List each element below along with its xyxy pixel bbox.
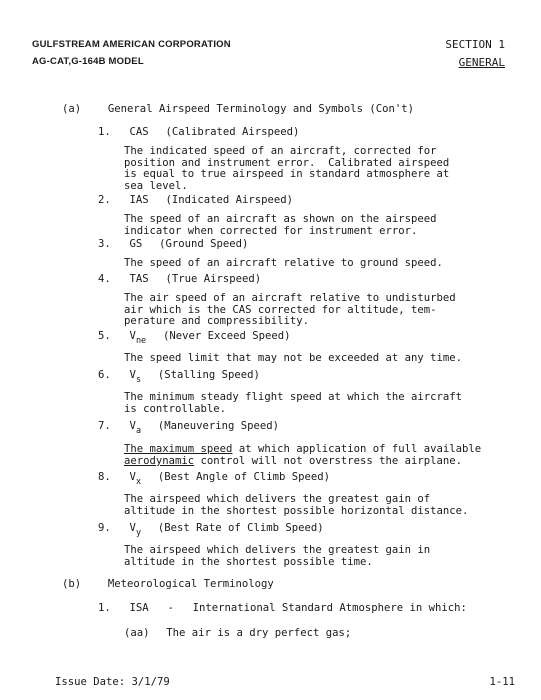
item-desc: (Maneuvering Speed) xyxy=(157,420,280,432)
section-title: GENERAL xyxy=(458,56,505,69)
item-subscript: a xyxy=(135,426,142,436)
company-name: GULFSTREAM AMERICAN CORPORATION xyxy=(32,39,231,50)
item-term: V xyxy=(129,420,136,432)
item-desc: (Best Rate of Climb Speed) xyxy=(157,522,324,534)
item-subscript: ne xyxy=(135,336,147,346)
item-desc: (Indicated Airspeed) xyxy=(165,194,294,206)
section-number: SECTION 1 xyxy=(445,38,505,51)
item-heading: 5. $V_{ne}$ (Never Exceed Speed) xyxy=(98,330,291,346)
item-body: The indicated speed of an aircraft, corrected for position and instrument error. Calibrated airspeed is equal to true airspeed in standard atmosphere at sea level. xyxy=(124,145,450,192)
section-a-title: General Airspeed Terminology and Symbols (Con't) xyxy=(107,103,415,115)
section-b-heading xyxy=(62,578,274,590)
item-desc: (Calibrated Airspeed) xyxy=(165,126,300,138)
isa-line: 1. ISA - International Standard Atmosphere in which: xyxy=(98,602,467,614)
item-body-line: The maximum speed at which application of full available xyxy=(124,443,482,455)
item-term: CAS xyxy=(129,126,149,138)
item-term: TAS xyxy=(129,273,149,285)
item-heading: 1. CAS (Calibrated Airspeed) xyxy=(98,126,300,138)
item-term: V xyxy=(129,471,136,483)
section-b-title: Meteorological Terminology xyxy=(107,578,274,590)
item-desc: (True Airspeed) xyxy=(165,273,262,285)
item-term: V xyxy=(129,369,136,381)
page-number: 1-11 xyxy=(489,676,515,688)
header-right xyxy=(445,36,505,72)
item-heading: 6. $V_s$ (Stalling Speed) xyxy=(98,369,260,385)
item-body: The airspeed which delivers the greatest gain in altitude in the shortest possible time. xyxy=(124,544,431,568)
issue-date: Issue Date: 3/1/79 xyxy=(55,676,170,688)
item-subscript: x xyxy=(135,477,142,487)
item-body: The speed limit that may not be exceeded at any time. xyxy=(124,352,463,364)
item-heading: 9. $V_y$ (Best Rate of Climb Speed) xyxy=(98,522,324,538)
model-name: AG-CAT,G-164B MODEL xyxy=(32,56,144,67)
item-heading: 7. $V_a$ (Maneuvering Speed) xyxy=(98,420,280,436)
header-left xyxy=(32,36,231,70)
section-b-marker: (b) xyxy=(62,578,82,590)
item-term: IAS xyxy=(129,194,149,206)
item-heading: 4. TAS (True Airspeed) xyxy=(98,273,262,285)
isa-definition: International Standard Atmosphere in which: xyxy=(192,602,467,614)
item-heading: 2. IAS (Indicated Airspeed) xyxy=(98,194,294,206)
item-subscript: y xyxy=(135,528,142,538)
isa-term: ISA xyxy=(129,602,149,614)
item-body: The speed of an aircraft relative to ground speed. xyxy=(124,257,443,269)
item-body-line: aerodynamic control will not overstress the airplane. xyxy=(124,455,463,467)
item-subscript: s xyxy=(135,375,142,385)
item-heading: 8. $V_x$ (Best Angle of Climb Speed) xyxy=(98,471,331,487)
item-heading: 3. GS (Ground Speed) xyxy=(98,238,249,250)
item-term: V xyxy=(129,330,136,342)
item-body: The speed of an aircraft as shown on the airspeed indicator when corrected for instrument error. xyxy=(124,213,437,237)
item-term: V xyxy=(129,522,136,534)
section-a-marker: (a) xyxy=(62,103,82,115)
item-desc: (Ground Speed) xyxy=(159,238,249,250)
item-term: GS xyxy=(129,238,143,250)
item-desc: (Best Angle of Climb Speed) xyxy=(157,471,331,483)
sub-item-aa: (aa) The air is a dry perfect gas; xyxy=(124,627,352,639)
item-body: The airspeed which delivers the greatest gain of altitude in the shortest possible horizontal distance. xyxy=(124,493,469,517)
item-body: The minimum steady flight speed at which the aircraft is controllable. xyxy=(124,391,463,415)
item-body: The air speed of an aircraft relative to undisturbed air which is the CAS corrected for altitude, tem- perature and compressibility. xyxy=(124,292,456,328)
section-a-heading xyxy=(62,103,414,115)
item-desc: (Never Exceed Speed) xyxy=(162,330,291,342)
item-desc: (Stalling Speed) xyxy=(157,369,260,381)
